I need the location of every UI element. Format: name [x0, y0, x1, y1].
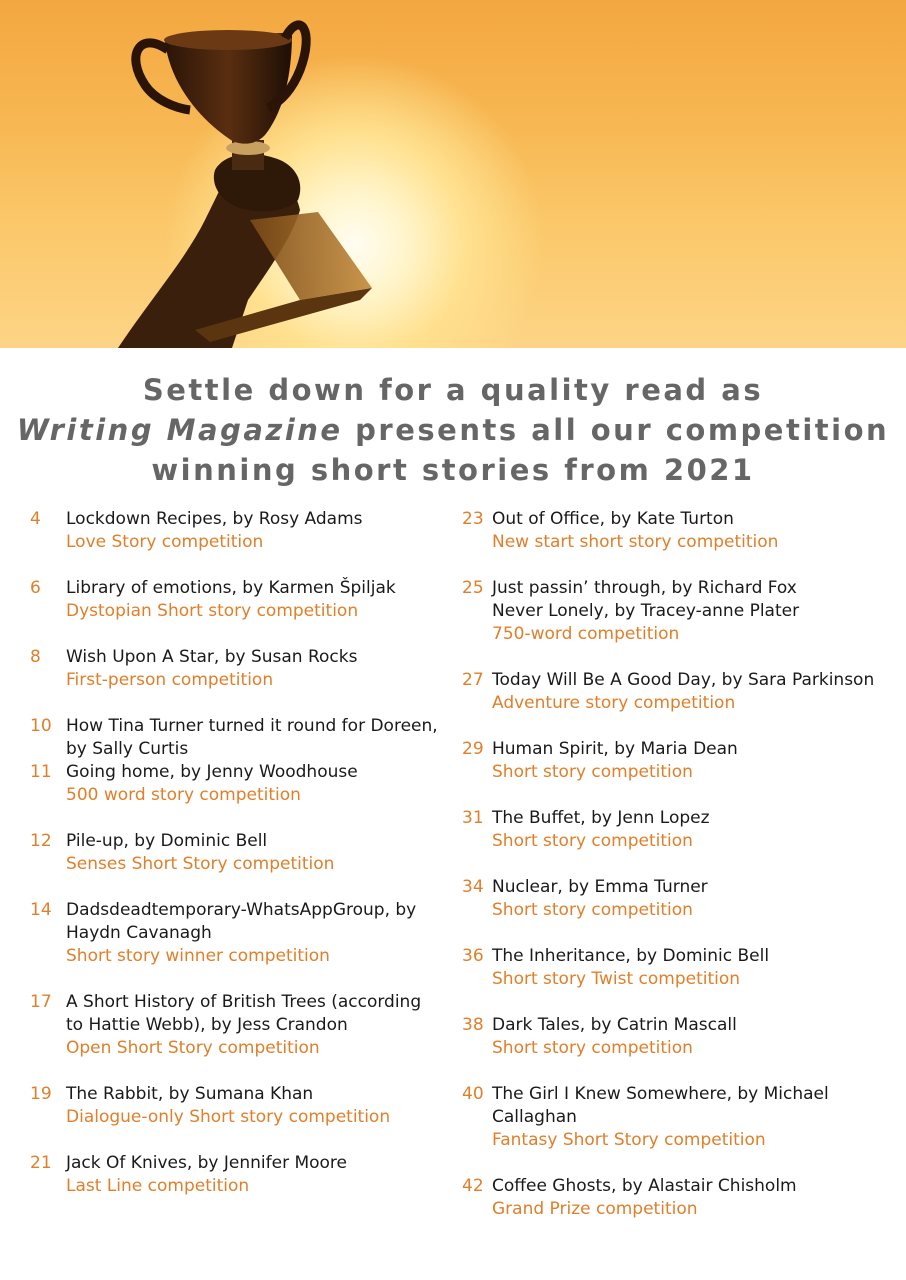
contents-entry [30, 577, 450, 623]
competition-name: First-person competition [66, 670, 274, 690]
competition-name: Short story competition [492, 1038, 693, 1058]
story-title: Library of emotions, by Karmen Špiljak [66, 578, 396, 598]
story-title: The Rabbit, by Sumana Khan [66, 1084, 314, 1104]
story-title: Out of Office, by Kate Turton [492, 509, 734, 529]
competition-name: Fantasy Short Story competition [492, 1130, 766, 1150]
contents-entry [30, 1083, 450, 1129]
competition-name: Open Short Story competition [66, 1038, 320, 1058]
story-title: The Inheritance, by Dominic Bell [492, 946, 770, 966]
contents-right-column [462, 508, 902, 1244]
story-title-continued: Callaghan [492, 1107, 577, 1127]
competition-name: Short story Twist competition [492, 969, 741, 989]
page-number: 12 [30, 831, 52, 851]
contents-entry [462, 738, 902, 784]
competition-name: New start short story competition [492, 532, 779, 552]
page-number: 40 [462, 1084, 484, 1104]
contents-entry [462, 1083, 902, 1152]
headline-line-1: Settle down for a quality read as [142, 373, 764, 407]
competition-name: Adventure story competition [492, 693, 736, 713]
story-title-continued: by Sally Curtis [66, 739, 189, 759]
page-number: 17 [30, 992, 52, 1012]
page-number: 10 [30, 716, 52, 736]
story-title: Dark Tales, by Catrin Mascall [492, 1015, 737, 1035]
story-title: The Girl I Knew Somewhere, by Michael [492, 1084, 829, 1104]
hero-image [0, 0, 906, 348]
page-number: 36 [462, 946, 484, 966]
story-title-continued: Haydn Cavanagh [66, 923, 212, 943]
competition-name: Last Line competition [66, 1176, 250, 1196]
headline [0, 370, 906, 490]
contents-entry [462, 876, 902, 922]
contents-entry [30, 899, 450, 968]
page-number: 27 [462, 670, 484, 690]
page-number: 31 [462, 808, 484, 828]
page-number: 19 [30, 1084, 52, 1104]
page-number: 8 [30, 647, 41, 667]
contents-entry [30, 991, 450, 1060]
competition-name: Short story competition [492, 900, 693, 920]
contents-entry [462, 508, 902, 554]
contents-entry [30, 715, 450, 807]
contents-entry [30, 830, 450, 876]
contents-entry [30, 508, 450, 554]
magazine-title: Writing Magazine [16, 413, 343, 447]
contents-entry [30, 646, 450, 692]
story-title: Going home, by Jenny Woodhouse [66, 762, 358, 782]
competition-name: Dystopian Short story competition [66, 601, 359, 621]
page-number: 38 [462, 1015, 484, 1035]
story-title: Today Will Be A Good Day, by Sara Parkinson [492, 670, 875, 690]
competition-name: Short story competition [492, 831, 693, 851]
story-title: Just passin’ through, by Richard Fox [492, 578, 797, 598]
contents-entry [30, 1152, 450, 1198]
page-number: 25 [462, 578, 484, 598]
competition-name: 750-word competition [492, 624, 680, 644]
trophy-silhouette-illustration [0, 0, 906, 348]
story-title: Coffee Ghosts, by Alastair Chisholm [492, 1176, 797, 1196]
headline-line-2-rest: presents all our competition [342, 413, 890, 447]
contents-left-column [30, 508, 450, 1221]
story-title: Dadsdeadtemporary-WhatsAppGroup, by [66, 900, 417, 920]
contents-entry [462, 1175, 902, 1221]
competition-name: Senses Short Story competition [66, 854, 335, 874]
page-number: 14 [30, 900, 52, 920]
story-title: How Tina Turner turned it round for Doreen, [66, 716, 438, 736]
page-number: 4 [30, 509, 41, 529]
page-number: 11 [30, 762, 52, 782]
story-title: Lockdown Recipes, by Rosy Adams [66, 509, 363, 529]
sub-entry [30, 761, 450, 784]
headline-line-3: winning short stories from 2021 [151, 453, 755, 487]
story-title: Jack Of Knives, by Jennifer Moore [66, 1153, 348, 1173]
story-title: The Buffet, by Jenn Lopez [492, 808, 710, 828]
story-title: Nuclear, by Emma Turner [492, 877, 708, 897]
story-title: A Short History of British Trees (according [66, 992, 422, 1012]
competition-name: Short story competition [492, 762, 693, 782]
contents-entry [462, 945, 902, 991]
page-number: 42 [462, 1176, 484, 1196]
story-title-continued: to Hattie Webb), by Jess Crandon [66, 1015, 348, 1035]
page-number: 34 [462, 877, 484, 897]
contents-entry [462, 669, 902, 715]
page-number: 23 [462, 509, 484, 529]
story-title-second: Never Lonely, by Tracey-anne Plater [492, 601, 800, 621]
page-number: 29 [462, 739, 484, 759]
competition-name: Dialogue-only Short story competition [66, 1107, 391, 1127]
competition-name: Short story winner competition [66, 946, 330, 966]
story-title: Wish Upon A Star, by Susan Rocks [66, 647, 358, 667]
competition-name: Love Story competition [66, 532, 264, 552]
page-number: 21 [30, 1153, 52, 1173]
contents-entry [462, 1014, 902, 1060]
contents-entry [462, 577, 902, 646]
story-title: Human Spirit, by Maria Dean [492, 739, 738, 759]
competition-name: Grand Prize competition [492, 1199, 698, 1219]
headline-line-2 [0, 410, 906, 450]
competition-name: 500 word story competition [66, 785, 301, 805]
story-title: Pile-up, by Dominic Bell [66, 831, 268, 851]
contents-entry [462, 807, 902, 853]
page-number: 6 [30, 578, 41, 598]
